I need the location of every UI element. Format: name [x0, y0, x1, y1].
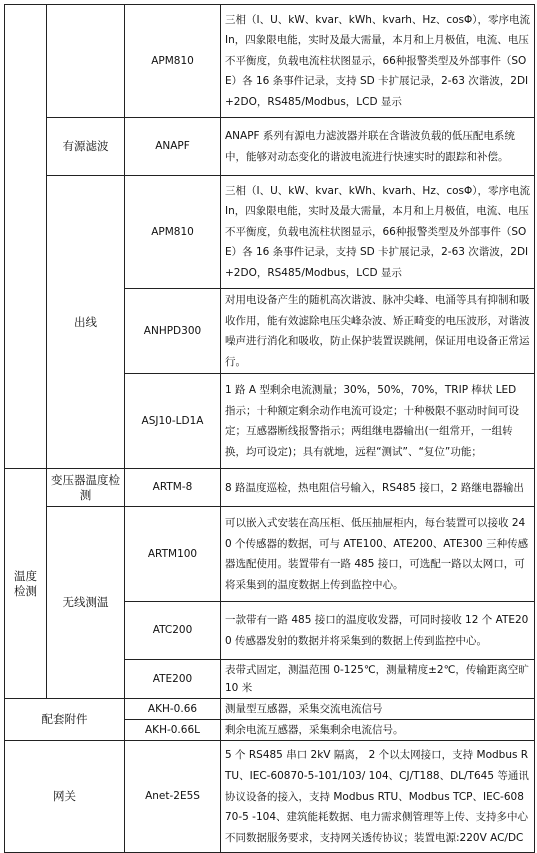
model-cell: AKH-0.66 — [125, 699, 221, 720]
subcategory-cell: 无线测温 — [47, 507, 125, 699]
description-cell: 剩余电流互感器，采集剩余电流信号。 — [221, 720, 535, 741]
description-cell: 可以嵌入式安装在高压柜、低压抽屉柜内，每台装置可以接收 240 个传感器的数据，可与 ATE100、ATE200、ATE300 三种传感器选配使用。装置带有一路 485 接口，可选配一路以太网口，可将采集到的温度数据上传到监控中心。 — [221, 507, 535, 602]
spec-table-page — [4, 4, 534, 853]
description-cell: 三相（I、U、kW、kvar、kWh、kvarh、Hz、cosΦ），零序电流 In，四象限电能，实时及最大需量，本月和上月极值，电流、电压不平衡度，负载电流柱状图显示，66种报警类型及外部事件（SOE）各 16 条事件记录，支持 SD 卡扩展记录，2-63 次谐波，2DI+2DO，RS485/Modbus，LCD 显示 — [221, 5, 535, 118]
description-cell: 表带式固定，测温范围 0-125℃，测量精度±2℃，传输距离空旷 10 米 — [221, 660, 535, 699]
category-cell: 温度检测 — [5, 469, 47, 699]
category-cell: 网关 — [5, 741, 125, 853]
model-cell: ATC200 — [125, 602, 221, 660]
table-row — [5, 176, 535, 289]
model-cell: APM810 — [125, 176, 221, 289]
description-cell: ANAPF 系列有源电力滤波器并联在含谐波负载的低压配电系统中，能够对动态变化的谐波电流进行快速实时的跟踪和补偿。 — [221, 118, 535, 176]
description-cell: 一款带有一路 485 接口的温度收发器，可同时接收 12 个 ATE200 传感器发射的数据并将采集到的数据上传到监控中心。 — [221, 602, 535, 660]
category-cell-top — [5, 5, 47, 469]
model-cell: ATE200 — [125, 660, 221, 699]
table-row — [5, 5, 535, 118]
model-cell: ANHPD300 — [125, 289, 221, 374]
description-cell: 1 路 A 型剩余电流测量；30%，50%，70%，TRIP 棒状 LED 指示；十种额定剩余动作电流可设定；十种极限不驱动时间可设定；互感器断线报警指示；两组继电器输出(一组常开，一组转换，均可设定)；具有就地，远程“测试”、“复位”功能； — [221, 374, 535, 469]
category-cell: 配套附件 — [5, 699, 125, 741]
description-cell: 对用电设备产生的随机高次谐波、脉冲尖峰、电涌等具有抑制和吸收作用，能有效滤除电压尖峰杂波、矫正畸变的电压波形，对谐波噪声进行消化和吸收，防止保护装置误跳闸，保证用电设备正常运行。 — [221, 289, 535, 374]
model-cell: ASJ10-LD1A — [125, 374, 221, 469]
table-row — [5, 507, 535, 602]
model-cell: ARTM100 — [125, 507, 221, 602]
description-cell: 测量型互感器，采集交流电流信号 — [221, 699, 535, 720]
model-cell: Anet-2E5S — [125, 741, 221, 853]
model-cell: APM810 — [125, 5, 221, 118]
table-row — [5, 699, 535, 720]
subcategory-cell: 有源滤波 — [47, 118, 125, 176]
description-cell: 三相（I、U、kW、kvar、kWh、kvarh、Hz、cosΦ），零序电流 In，四象限电能，实时及最大需量，本月和上月极值，电流、电压不平衡度，负载电流柱状图显示，66种报警类型及外部事件（SOE）各 16 条事件记录，支持 SD 卡扩展记录，2-63 次谐波，2DI+2DO，RS485/Modbus，LCD 显示 — [221, 176, 535, 289]
subcategory-cell-empty — [47, 5, 125, 118]
description-cell: 8 路温度巡检，热电阻信号输入，RS485 接口，2 路继电器输出 — [221, 469, 535, 507]
table-row — [5, 469, 535, 507]
description-cell: 5 个 RS485 串口 2kV 隔离， 2 个以太网接口，支持 Modbus RTU、IEC-60870-5-101/103/ 104、CJ/T188、DL/T645 等通讯协议设备的接入，支持 Modbus RTU、Modbus TCP、IEC-60870-5 -104、建筑能耗数据、电力需求侧管理等上传、支持多中心不同数据服务要求，支持网关透传协议；装置电源:220V AC/DC — [221, 741, 535, 853]
subcategory-cell: 出线 — [47, 176, 125, 469]
model-cell: ARTM-8 — [125, 469, 221, 507]
model-cell: ANAPF — [125, 118, 221, 176]
table-row — [5, 118, 535, 176]
table-row — [5, 741, 535, 853]
model-cell: AKH-0.66L — [125, 720, 221, 741]
product-spec-table — [4, 4, 535, 853]
subcategory-cell: 变压器温度检测 — [47, 469, 125, 507]
